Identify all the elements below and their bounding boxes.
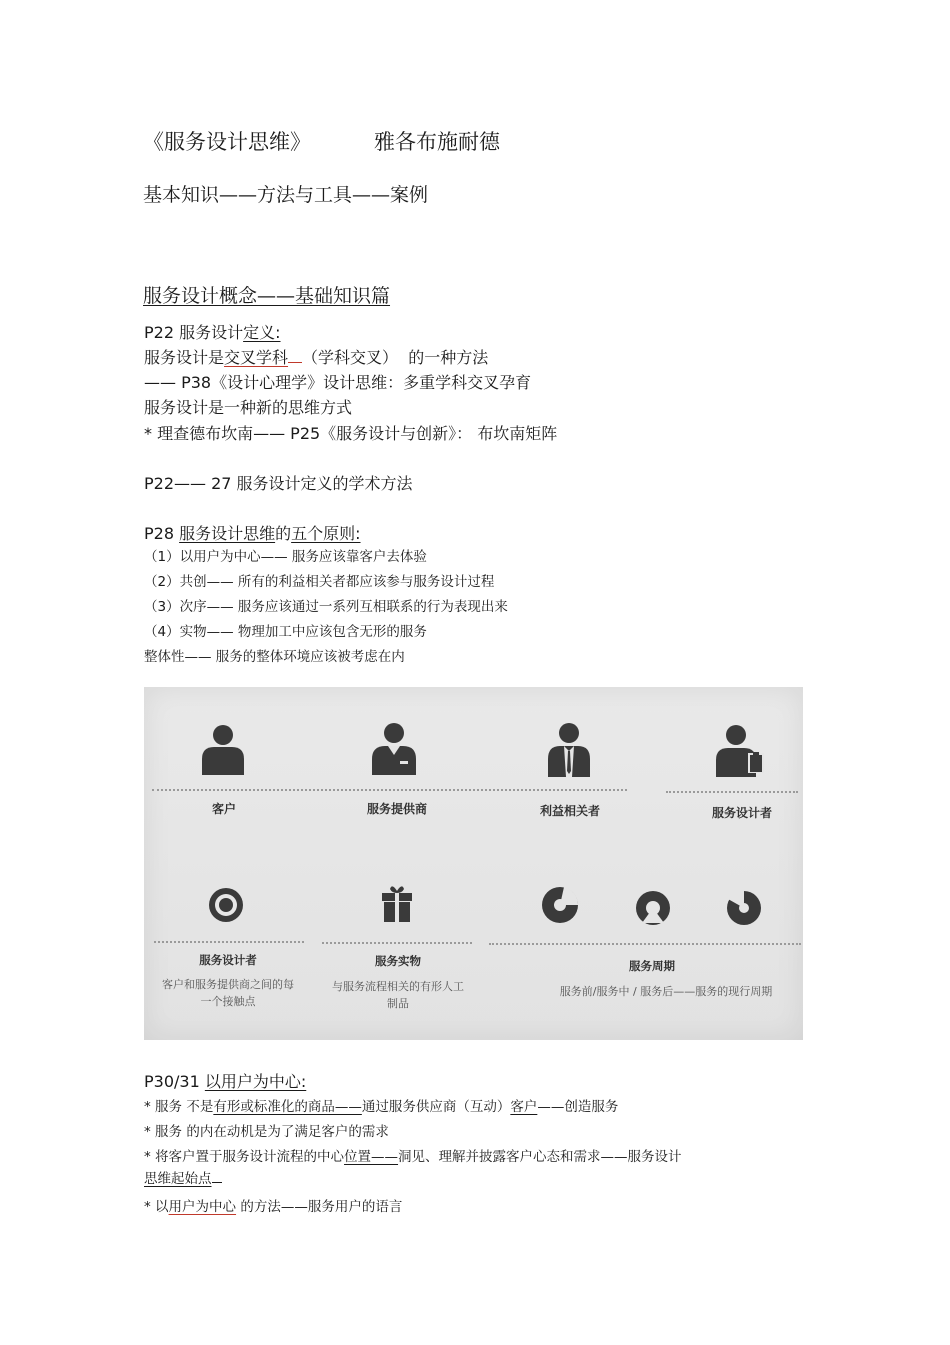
- role-label: 利益相关者: [539, 804, 601, 818]
- caption-desc-line: 制品: [387, 997, 409, 1010]
- caption-desc-line: 客户和服务提供商之间的每: [162, 978, 294, 991]
- definition-label-prefix: P22 服务设计: [144, 323, 244, 342]
- principles-underlined-1: 服务设计思维: [179, 524, 276, 543]
- caption-desc-line: 与服务流程相关的有形人工: [332, 980, 464, 993]
- b1-c: ——创造服务: [537, 1099, 619, 1115]
- b1-underlined-2: 客户: [510, 1099, 538, 1115]
- principles-label: [144, 521, 361, 544]
- principles-mid: 的: [275, 524, 292, 543]
- b1-underlined: 有形或标准化的商品——: [213, 1099, 362, 1115]
- service-provider-icon: [370, 721, 418, 775]
- b4-underlined: 用户为中心: [168, 1199, 237, 1215]
- b4-a: * 以: [144, 1199, 169, 1215]
- caption-desc: [162, 976, 294, 1010]
- definition-line-2: —— P38《设计心理学》设计思维：多重学科交叉孕育: [144, 373, 532, 392]
- caption-desc: [332, 978, 464, 1012]
- def-line1-a: 服务设计是: [144, 348, 225, 367]
- touchpoint-target-icon: [208, 887, 244, 923]
- principle-item: （3）次序—— 服务应该通过一系列互相联系的行为表现出来: [144, 599, 508, 615]
- b3-line2: 思维起始点: [144, 1171, 212, 1187]
- customer-icon: [200, 723, 246, 775]
- def-line1-underlined: 交叉学科: [224, 348, 289, 367]
- principle-item: 整体性—— 服务的整体环境应该被考虑在内: [144, 649, 405, 665]
- role-label: 服务提供商: [366, 802, 428, 816]
- subtitle: 基本知识——方法与工具——案例: [143, 184, 429, 206]
- principles-prefix: P28: [144, 524, 180, 543]
- principle-item: （1）以用户为中心—— 服务应该靠客户去体验: [144, 549, 427, 565]
- principle-item: （2）共创—— 所有的利益相关者都应该参与服务设计过程: [144, 574, 495, 590]
- user-center-bullet-3: [144, 1145, 682, 1165]
- caption-title: 服务设计者: [199, 953, 257, 967]
- caption-desc-line: 一个接触点: [200, 995, 256, 1008]
- definition-line-1: [144, 345, 488, 368]
- service-design-figure: [144, 687, 803, 1040]
- user-center-bullet-3-cont: [144, 1167, 222, 1187]
- caption-desc: 服务前/服务中 / 服务后——服务的现行周期: [559, 985, 773, 998]
- b3-a: * 将客户置于服务设计流程的中心: [144, 1149, 345, 1165]
- stakeholder-icon: [546, 721, 592, 777]
- definition-label: [144, 320, 281, 343]
- role-label: 服务设计者: [711, 806, 773, 820]
- user-center-underlined: 以用户为中心:: [204, 1072, 307, 1091]
- role-label: 客户: [211, 802, 237, 816]
- definition-line-3: 服务设计是一种新的思维方式: [144, 398, 353, 417]
- b3-b: 洞见、理解并披露客户心态和需求——服务设计: [398, 1149, 682, 1165]
- section-heading: 服务设计概念——基础知识篇: [143, 285, 391, 307]
- user-center-prefix: P30/31: [144, 1072, 205, 1091]
- b4-b: 的方法——服务用户的语言: [236, 1199, 403, 1215]
- caption-title: 服务周期: [629, 959, 675, 973]
- service-designer-icon: [714, 723, 770, 777]
- caption-title: 服务实物: [375, 954, 421, 968]
- cycle-after-icon: [724, 889, 764, 927]
- def-line1-c: 的一种方法: [408, 348, 489, 367]
- user-center-bullet-2: * 服务 的内在动机是为了满足客户的需求: [144, 1124, 389, 1140]
- cycle-before-icon: [540, 885, 580, 925]
- b3-underlined: 位置——: [344, 1149, 399, 1165]
- author: 雅各布施耐德: [374, 130, 500, 154]
- gift-box-icon: [380, 883, 414, 923]
- b1-b: 通过服务供应商（互动）: [361, 1099, 511, 1115]
- user-center-label: [144, 1069, 306, 1092]
- book-title: 《服务设计思维》: [143, 130, 311, 154]
- user-center-bullet-4: [144, 1195, 402, 1215]
- principles-underlined-2: 五个原则:: [291, 524, 361, 543]
- academic-line: P22—— 27 服务设计定义的学术方法: [144, 474, 413, 493]
- cycle-during-icon: [634, 889, 672, 927]
- def-line1-b: （学科交叉）: [302, 348, 399, 367]
- principle-item: （4）实物—— 物理加工中应该包含无形的服务: [144, 624, 427, 640]
- user-center-bullet-1: [144, 1095, 618, 1115]
- definition-label-underlined: 定义:: [243, 323, 281, 342]
- definition-line-4: * 理查德布坎南—— P25《服务设计与创新》： 布坎南矩阵: [144, 424, 558, 443]
- b1-a: * 服务 不是: [144, 1099, 214, 1115]
